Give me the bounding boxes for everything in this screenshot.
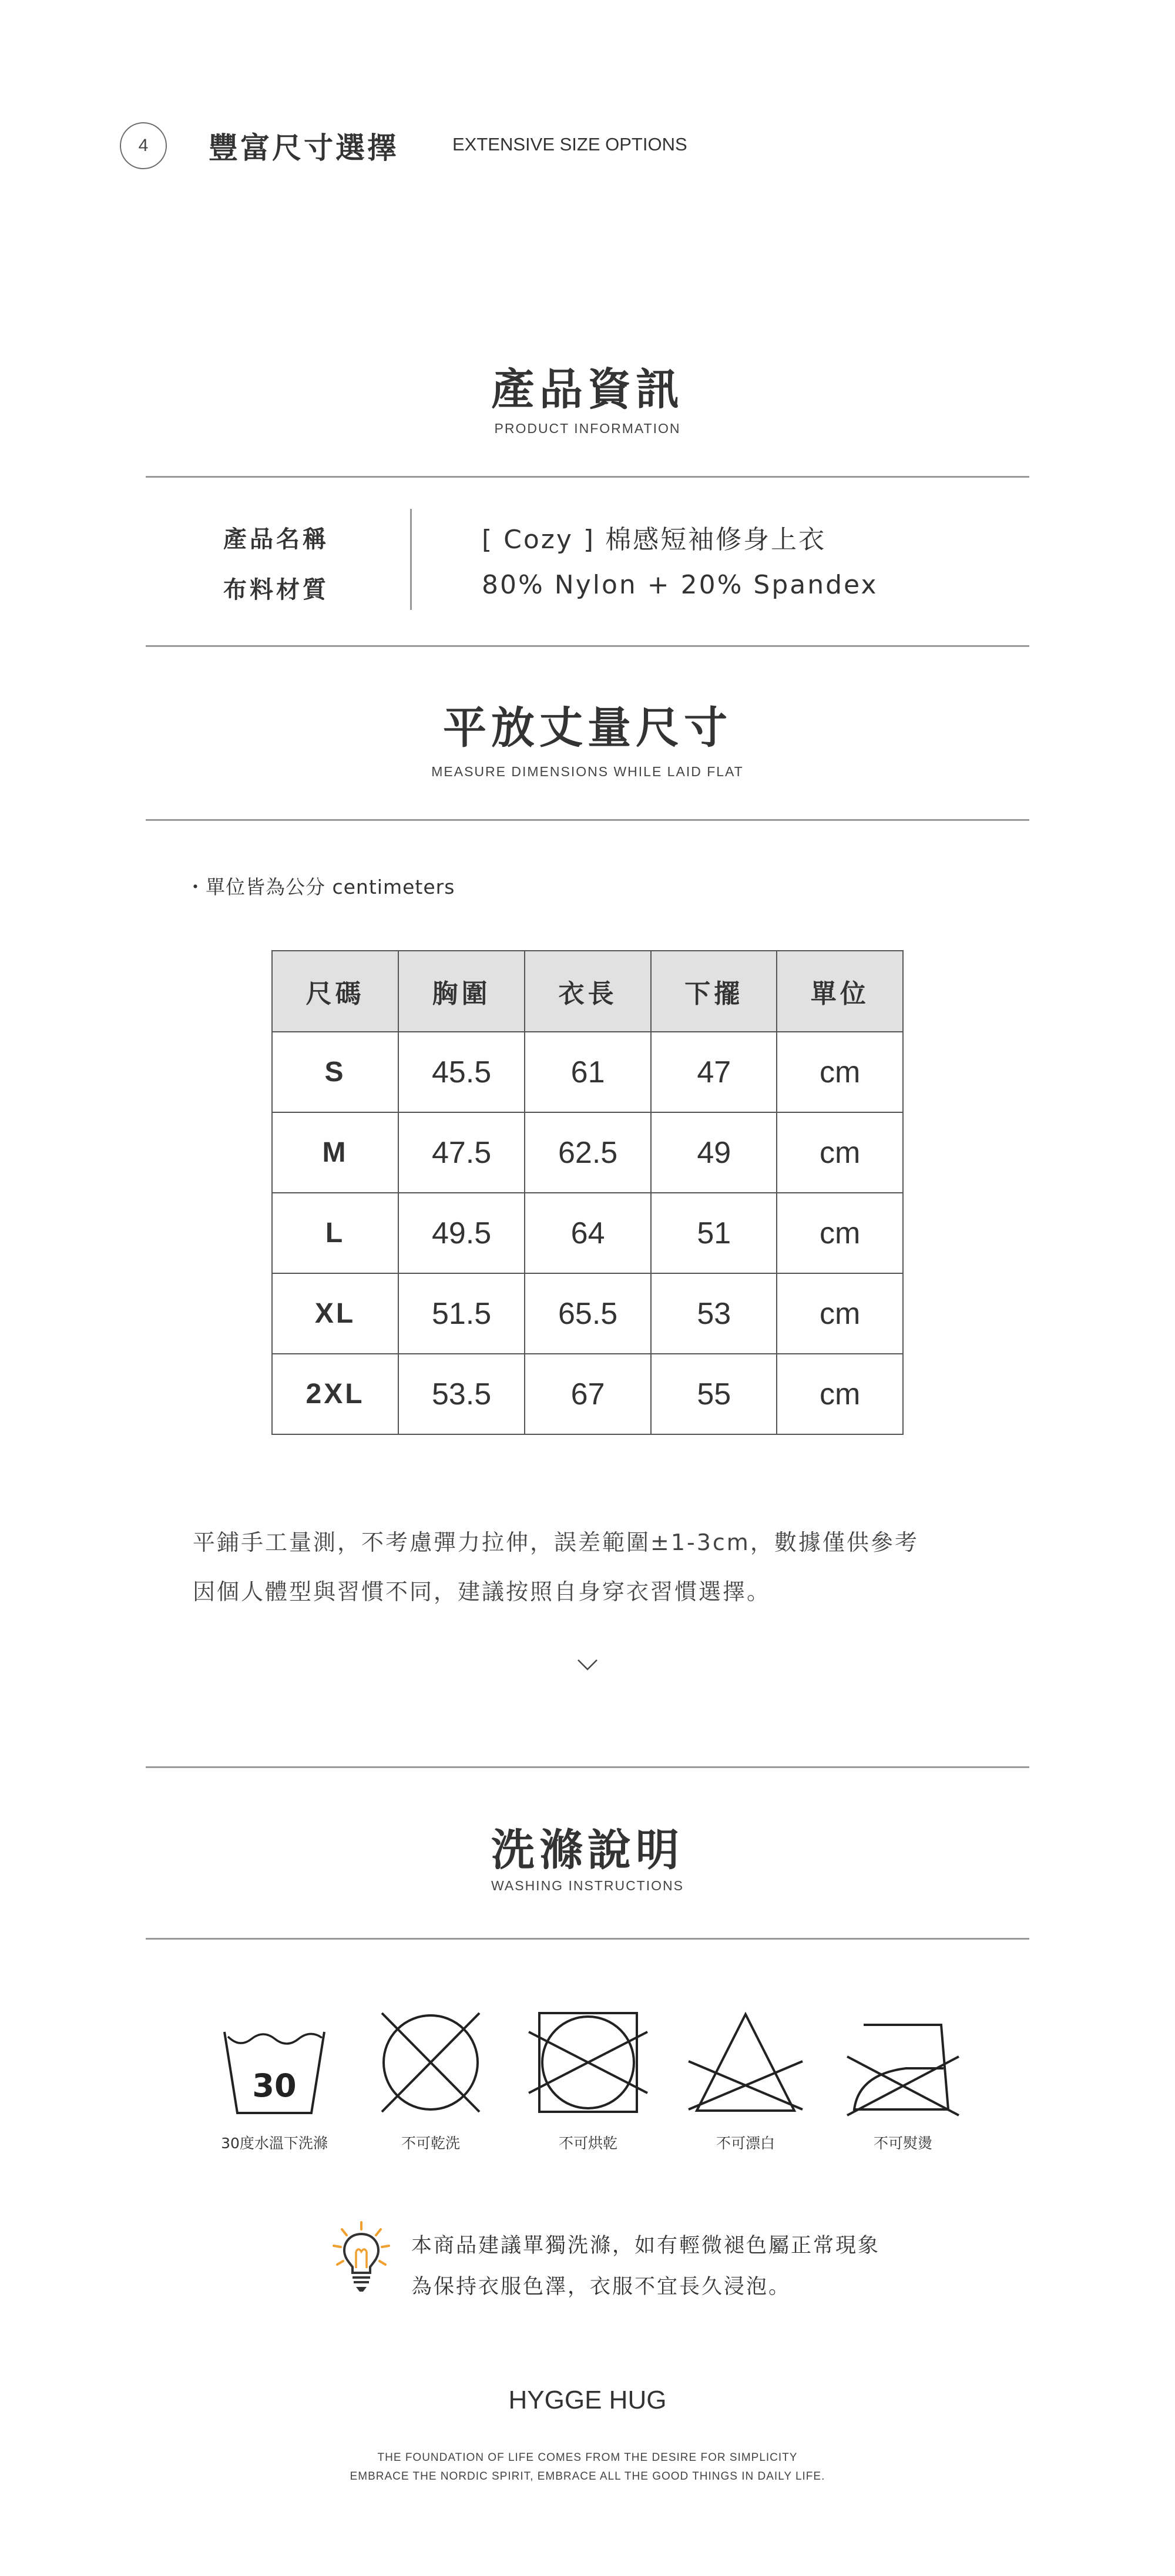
col-header-chest: 胸圍 — [398, 951, 525, 1032]
no-bleach-icon — [684, 2004, 807, 2121]
unit-cell: cm — [777, 1032, 903, 1112]
wash-temperature: 30 — [252, 2067, 297, 2104]
section-number: 4 — [138, 136, 149, 155]
measure-subtitle: MEASURE DIMENSIONS WHILE LAID FLAT — [431, 764, 744, 779]
table-row — [272, 1112, 903, 1193]
lightbulb-icon — [329, 2219, 394, 2295]
section-heading: 豐富尺寸選擇 — [209, 131, 399, 165]
length-cell: 62.5 — [525, 1112, 651, 1193]
product-info-title: 產品資訊 — [491, 364, 684, 415]
length-cell: 61 — [525, 1032, 651, 1112]
hem-cell: 55 — [651, 1354, 777, 1434]
unit-cell: cm — [777, 1112, 903, 1193]
size-cell: XL — [272, 1273, 398, 1354]
no-iron-label: 不可熨燙 — [873, 2135, 932, 2152]
col-header-size: 尺碼 — [272, 951, 398, 1032]
product-info-subtitle: PRODUCT INFORMATION — [494, 421, 681, 436]
measure-note-1: 平鋪手工量測，不考慮彈力拉伸，誤差範圍±1-3cm，數據僅供參考 — [193, 1530, 919, 1555]
size-cell: M — [272, 1112, 398, 1193]
section-number-badge — [120, 122, 167, 169]
product-name-value: [ Cozy ] 棉感短袖修身上衣 — [482, 525, 827, 555]
chest-cell: 49.5 — [398, 1193, 525, 1273]
hem-cell: 53 — [651, 1273, 777, 1354]
chest-cell: 45.5 — [398, 1032, 525, 1112]
hem-cell: 47 — [651, 1032, 777, 1112]
washing-tip-1: 本商品建議單獨洗滌，如有輕微褪色屬正常現象 — [411, 2234, 881, 2258]
table-row — [272, 1032, 903, 1112]
product-name-label: 產品名稱 — [223, 526, 329, 553]
col-header-hem: 下擺 — [651, 951, 777, 1032]
brand-tagline-1: THE FOUNDATION OF LIFE COMES FROM THE DESIRE FOR SIMPLICITY — [377, 2451, 798, 2464]
size-cell: S — [272, 1032, 398, 1112]
hem-cell: 49 — [651, 1112, 777, 1193]
unit-cell: cm — [777, 1354, 903, 1434]
chest-cell: 53.5 — [398, 1354, 525, 1434]
unit-note: ・單位皆為公分 centimeters — [186, 876, 455, 898]
col-header-length: 衣長 — [525, 951, 651, 1032]
table-row — [272, 1193, 903, 1273]
divider — [146, 645, 1029, 647]
size-cell: 2XL — [272, 1354, 398, 1434]
no-machine-dry-label: 不可烘乾 — [558, 2135, 617, 2152]
washing-subtitle: WASHING INSTRUCTIONS — [491, 1878, 684, 1893]
unit-cell: cm — [777, 1193, 903, 1273]
chest-cell: 47.5 — [398, 1112, 525, 1193]
size-cell: L — [272, 1193, 398, 1273]
chest-cell: 51.5 — [398, 1273, 525, 1354]
length-cell: 65.5 — [525, 1273, 651, 1354]
size-table — [271, 950, 904, 1435]
measure-title: 平放丈量尺寸 — [443, 703, 732, 753]
material-value: 80% Nylon + 20% Spandex — [482, 570, 878, 600]
wash-30-label: 30度水溫下洗滌 — [221, 2135, 328, 2152]
length-cell: 64 — [525, 1193, 651, 1273]
hem-cell: 51 — [651, 1193, 777, 1273]
wash-30-icon — [213, 2004, 336, 2121]
no-bleach-label: 不可漂白 — [716, 2135, 775, 2152]
brand-tagline-2: EMBRACE THE NORDIC SPIRIT, EMBRACE ALL THE GOOD THINGS IN DAILY LIFE. — [350, 2470, 825, 2483]
unit-cell: cm — [777, 1273, 903, 1354]
no-tumble-dry-icon — [369, 2004, 492, 2121]
table-row — [272, 1273, 903, 1354]
brand-name: HYGGE HUG — [508, 2386, 667, 2414]
no-iron-icon — [841, 2004, 965, 2121]
section-heading-english: EXTENSIVE SIZE OPTIONS — [452, 134, 687, 155]
material-label: 布料材質 — [223, 576, 329, 603]
divider — [146, 1938, 1029, 1940]
length-cell: 67 — [525, 1354, 651, 1434]
no-machine-dry-icon — [526, 2004, 650, 2121]
col-header-unit: 單位 — [777, 951, 903, 1032]
divider — [146, 1766, 1029, 1768]
info-divider — [410, 509, 412, 610]
table-row — [272, 1354, 903, 1434]
no-dry-clean-label: 不可乾洗 — [401, 2135, 460, 2152]
table-header-row — [272, 951, 903, 1032]
divider — [146, 819, 1029, 821]
washing-tip-2: 為保持衣服色澤，衣服不宜長久浸泡。 — [411, 2275, 791, 2299]
divider — [146, 476, 1029, 478]
chevron-down-icon — [577, 1658, 598, 1671]
washing-title: 洗滌說明 — [491, 1825, 684, 1876]
measure-note-2: 因個人體型與習慣不同，建議按照自身穿衣習慣選擇。 — [193, 1579, 771, 1605]
